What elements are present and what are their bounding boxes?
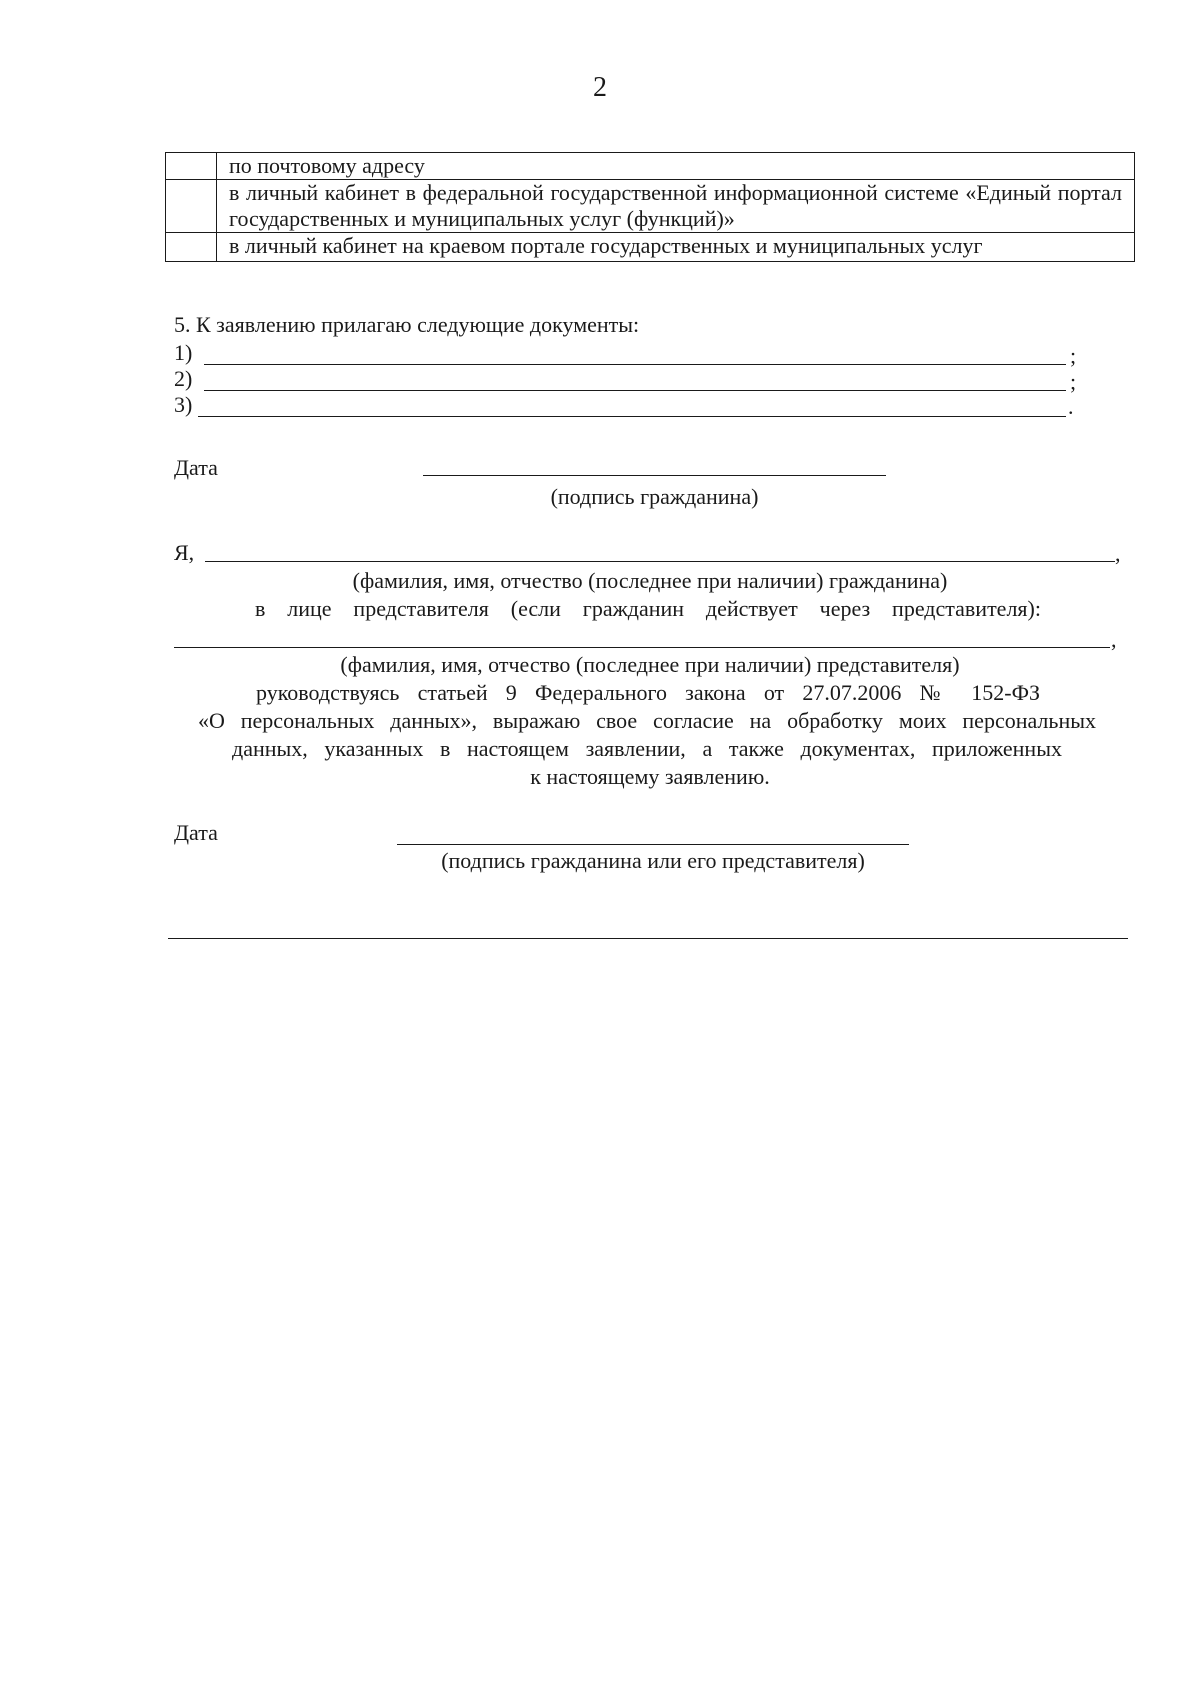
date-label: Дата [174, 820, 218, 845]
documents-heading: 5. К заявлению прилагаю следующие документы: [174, 312, 640, 337]
option-text-regional-portal: в личный кабинет на краевом портале государственных и муниципальных услуг [217, 233, 1135, 262]
table-row [166, 153, 1135, 180]
document-item-end: ; [1070, 343, 1077, 368]
table-row [166, 233, 1135, 262]
page-number: 2 [593, 72, 607, 103]
citizen-name-caption: (фамилия, имя, отчество (последнее при наличии) гражданина) [352, 568, 948, 593]
option-checkbox-regional-portal[interactable] [166, 233, 217, 262]
document-item-number: 2) [174, 366, 193, 391]
bottom-separator-line [168, 938, 1128, 939]
ya-end: , [1115, 541, 1121, 566]
option-checkbox-gosuslugi[interactable] [166, 180, 217, 233]
document-item-end: ; [1070, 369, 1077, 394]
document-item-end: . [1068, 394, 1074, 419]
citizen-signature-line[interactable] [423, 475, 886, 476]
document-item-number: 3) [174, 392, 193, 417]
ya-label: Я, [174, 540, 195, 565]
consent-text-line: к настоящему заявлению. [530, 764, 770, 789]
citizen-or-representative-signature-line[interactable] [397, 844, 909, 845]
option-text-gosuslugi: в личный кабинет в федеральной государственной информационной системе «Единый портал государственных и муниципальных услуг (функций)» [217, 180, 1135, 233]
option-text-postal: по почтовому адресу [217, 153, 1135, 180]
consent-text-line: данных, указанных в настоящем заявлении, а также документах, приложенных [232, 736, 1062, 761]
signature-caption: (подпись гражданина) [550, 484, 759, 509]
date-label: Дата [174, 455, 218, 480]
document-item-number: 1) [174, 340, 193, 365]
consent-text-line: «О персональных данных», выражаю свое согласие на обработку моих персональных [198, 708, 1096, 733]
document-3-field[interactable] [198, 416, 1066, 417]
representative-intro: в лице представителя (если гражданин действует через представителя): [255, 596, 1041, 621]
signature-caption: (подпись гражданина или его представителя) [441, 848, 865, 873]
delivery-method-table [165, 152, 1135, 262]
table-row [166, 180, 1135, 233]
representative-name-field[interactable] [174, 647, 1110, 648]
rep-end: , [1111, 627, 1117, 652]
citizen-name-field[interactable] [205, 561, 1115, 562]
option-checkbox-postal[interactable] [166, 153, 217, 180]
consent-text-line: руководствуясь статьей 9 Федерального закона от 27.07.2006 № 152-ФЗ [256, 680, 1040, 705]
document-1-field[interactable] [204, 364, 1066, 365]
representative-name-caption: (фамилия, имя, отчество (последнее при наличии) представителя) [340, 652, 960, 677]
document-2-field[interactable] [204, 390, 1066, 391]
